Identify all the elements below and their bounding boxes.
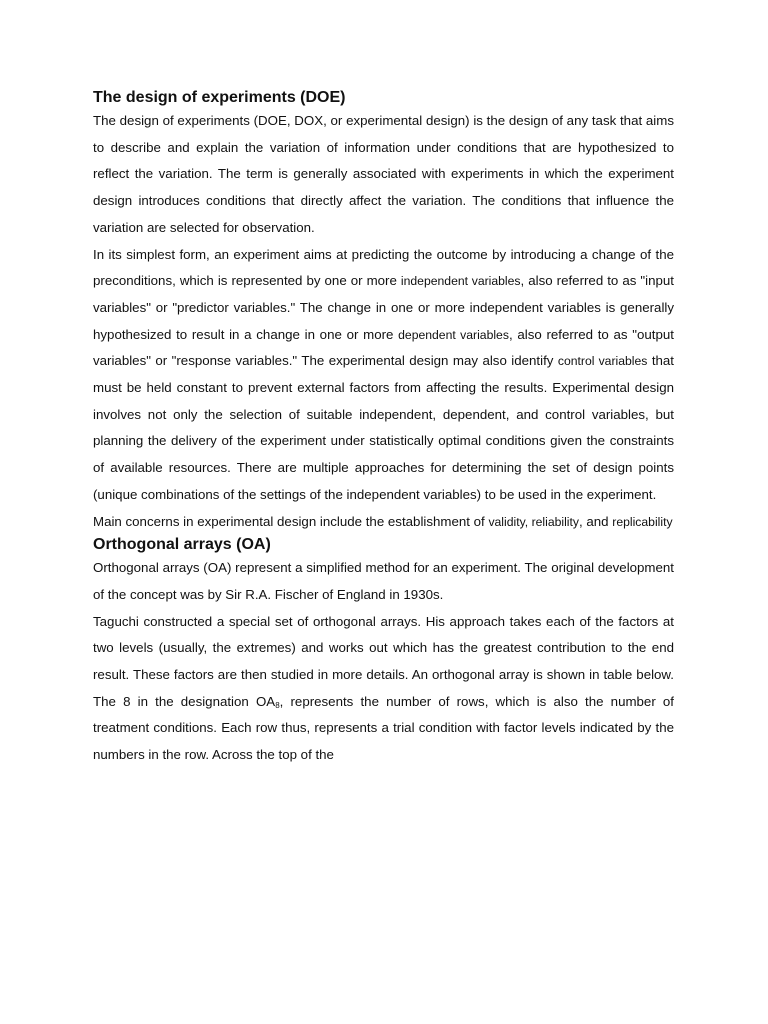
text-run: , also referred to as "output variables" or "response variables." The experimental design may also identify xyxy=(93,326,674,369)
text-run: Main concerns in experimental design include the establishment of xyxy=(93,513,489,529)
text-run: In its simplest form, an experiment aims at predicting the outcome by introducing a change of the preconditions, which is represented by one or more xyxy=(93,246,674,289)
text-run: that must be held constant to prevent external factors from affecting the results. Experimental design involves not only the selection of suitable independent, dependent, and control variables, but planning the delivery of the experiment under statistically optimal conditions given the constraints of available resources. There are multiple approaches for determining the set of design points (unique combinations of the settings of the independent variables) to be used in the experiment. xyxy=(93,353,674,502)
doe-heading: The design of experiments (DOE) xyxy=(93,89,346,106)
text-run: , also referred to as "input variables" or "predictor variables." The change in one or more independent variables is generally hypothesized to result in a change in one or more xyxy=(93,273,674,342)
term-independent-variables: independent variables xyxy=(400,274,521,289)
text-run: , represents the number of rows, which is also the number of treatment conditions. Each row thus, represents a trial condition with factor levels indicated by the numbers in the row. Across the top of the xyxy=(93,693,675,763)
term-validity: validity xyxy=(488,514,525,529)
text-run: , and xyxy=(579,513,613,529)
oa-heading: Orthogonal arrays (OA) xyxy=(93,536,271,554)
term-control-variables: control variables xyxy=(557,354,648,369)
oa-paragraph-taguchi xyxy=(93,609,674,769)
doe-paragraph-main-concerns xyxy=(93,509,674,536)
text-run: , xyxy=(524,514,532,529)
subscript-8: 8 xyxy=(275,700,280,710)
oa-paragraph-definition: Orthogonal arrays (OA) represent a simplified method for an experiment. The original development of the concept was by Sir R.A. Fischer of England in 1930s. xyxy=(93,560,674,602)
doe-paragraph-simplest-form xyxy=(93,242,674,509)
text-run: Taguchi constructed a special set of orthogonal arrays. His approach takes each of the factors at two levels (usually, the extremes) and works out which has the greatest contribution to the end result. These factors are then studied in more details. An orthogonal array is shown in table below. The 8 in the designation OA xyxy=(93,613,674,709)
doe-paragraph-definition: The design of experiments (DOE, DOX, or experimental design) is the design of any task that aims to describe and explain the variation of information under conditions that are hypothesized to reflect the variation. The term is generally associated with experiments in which the experiment design introduces conditions that directly affect the variation. The conditions that influence the variation are selected for observation. xyxy=(93,113,674,235)
term-replicability: replicability xyxy=(612,514,673,529)
term-reliability: reliability xyxy=(531,514,579,529)
term-dependent-variables: dependent variables xyxy=(398,327,509,342)
